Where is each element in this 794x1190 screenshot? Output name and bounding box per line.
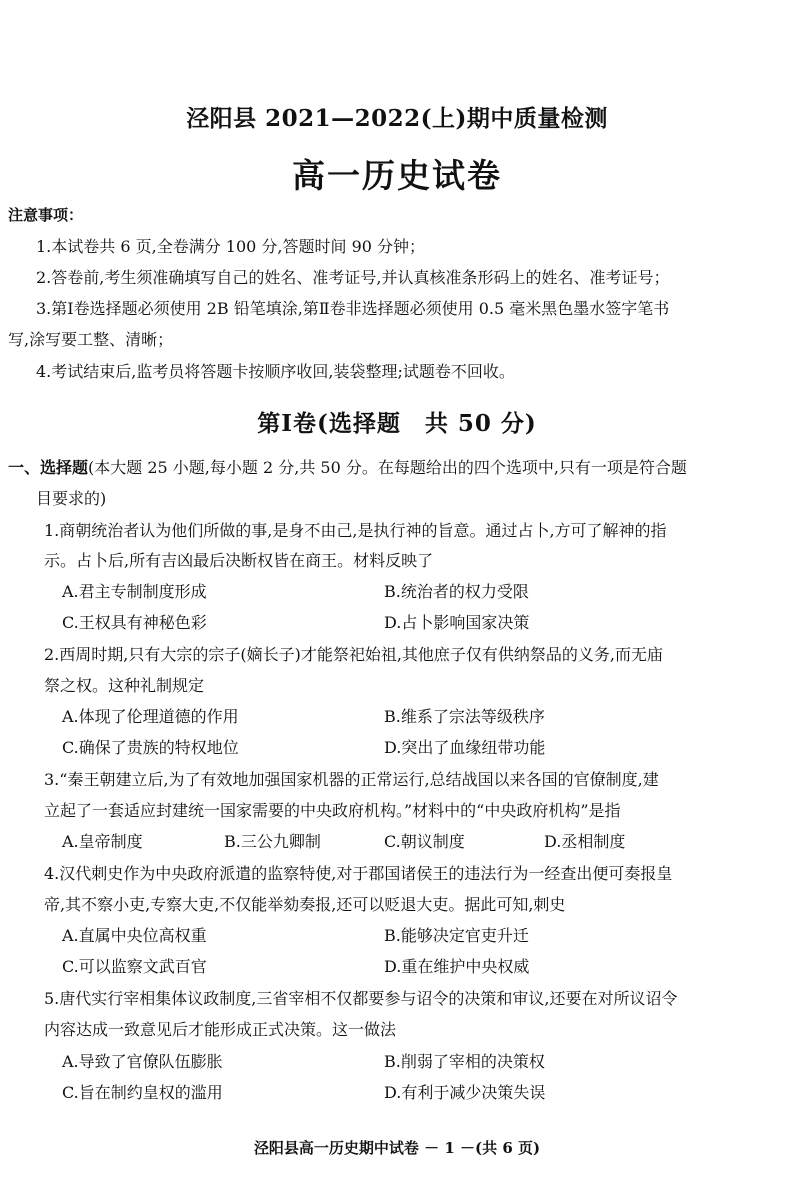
notice-item-1: 1.本试卷共 6 页,全卷满分 100 分,答题时间 90 分钟； [36, 237, 426, 256]
question-2-line-2: 祭之权。这种礼制规定 [44, 676, 205, 695]
question-1-option-b: B.统治者的权力受限 [384, 582, 529, 601]
question-1-option-d: D.占卜影响国家决策 [384, 613, 530, 632]
notice-item-3: 3.第Ⅰ卷选择题必须使用 2B 铅笔填涂,第Ⅱ卷非选择题必须使用 0.5 毫米黑色墨水签字笔书 [36, 299, 670, 318]
question-5-line-2: 内容达成一致意见后才能形成正式决策。这一做法 [44, 1020, 397, 1039]
question-3-option-d: D.丞相制度 [544, 832, 626, 851]
notice-item-2: 2.答卷前,考生须准确填写自己的姓名、准考证号,并认真核准条形码上的姓名、准考证号； [36, 268, 670, 287]
question-2-option-a: A.体现了伦理道德的作用 [62, 707, 239, 726]
question-5-line-1: 5.唐代实行宰相集体议政制度,三省宰相不仅都要参与诏令的决策和审议,还要在对所议诏令 [44, 989, 678, 1008]
exam-title: 泾阳县 2021—2022(上)期中质量检测 [186, 105, 608, 132]
question-3-option-c: C.朝议制度 [384, 832, 465, 851]
question-4-option-b: B.能够决定官吏升迁 [384, 926, 529, 945]
question-3-line-2: 立起了一套适应封建统一国家需要的中央政府机构。”材料中的“中央政府机构”是指 [44, 801, 621, 820]
section-intro-label: 一、选择题 [8, 458, 89, 477]
question-1-option-a: A.君主专制制度形成 [62, 582, 207, 601]
page-footer: 泾阳县高一历史期中试卷 － 1 －(共 6 页) [253, 1139, 541, 1157]
section-intro-cont: 目要求的) [36, 489, 107, 508]
question-4-line-2: 帝,其不察小吏,专察大吏,不仅能举劾奏报,还可以贬退大吏。据此可知,刺史 [44, 895, 566, 914]
question-1-option-c: C.王权具有神秘色彩 [62, 613, 207, 632]
question-4-line-1: 4.汉代刺史作为中央政府派遣的监察特使,对于郡国诸侯王的违法行为一经查出便可奏报皇 [44, 864, 673, 883]
paper-title: 高一历史试卷 [292, 156, 502, 195]
notice-title: 注意事项： [8, 206, 84, 224]
question-2-option-d: D.突出了血缘纽带功能 [384, 738, 546, 757]
question-2-line-1: 2.西周时期,只有大宗的宗子(嫡长子)才能祭祀始祖,其他庶子仅有供纳祭品的义务,而无庙 [44, 645, 664, 664]
section-intro [8, 458, 687, 478]
question-5-option-a: A.导致了官僚队伍膨胀 [62, 1052, 223, 1071]
question-2-option-c: C.确保了贵族的特权地位 [62, 738, 239, 757]
question-1-line-1: 1.商朝统治者认为他们所做的事,是身不由己,是执行神的旨意。通过占卜,方可了解神的指 [44, 521, 667, 540]
question-4-option-d: D.重在维护中央权威 [384, 957, 530, 976]
question-4-option-a: A.直属中央位高权重 [62, 926, 207, 945]
question-5-option-c: C.旨在制约皇权的滥用 [62, 1083, 223, 1102]
question-3-option-b: B.三公九卿制 [224, 832, 321, 851]
question-4-option-c: C.可以监察文武百官 [62, 957, 207, 976]
question-5-option-d: D.有利于减少决策失误 [384, 1083, 546, 1102]
section-title: 第Ⅰ卷(选择题 共 50 分) [257, 410, 537, 437]
question-3-option-a: A.皇帝制度 [62, 832, 143, 851]
question-5-option-b: B.削弱了宰相的决策权 [384, 1052, 545, 1071]
notice-item-4: 4.考试结束后,监考员将答题卡按顺序收回,装袋整理;试题卷不回收。 [36, 362, 515, 381]
question-2-option-b: B.维系了宗法等级秩序 [384, 707, 545, 726]
question-3-line-1: 3.“秦王朝建立后,为了有效地加强国家机器的正常运行,总结战国以来各国的官僚制度,建 [44, 770, 659, 789]
question-1-line-2: 示。占卜后,所有吉凶最后决断权皆在商王。材料反映了 [44, 551, 434, 570]
section-intro-text: (本大题 25 小题,每小题 2 分,共 50 分。在每题给出的四个选项中,只有一项是符合题 [88, 458, 687, 477]
notice-item-3-cont: 写,涂写要工整、清晰； [8, 330, 174, 349]
